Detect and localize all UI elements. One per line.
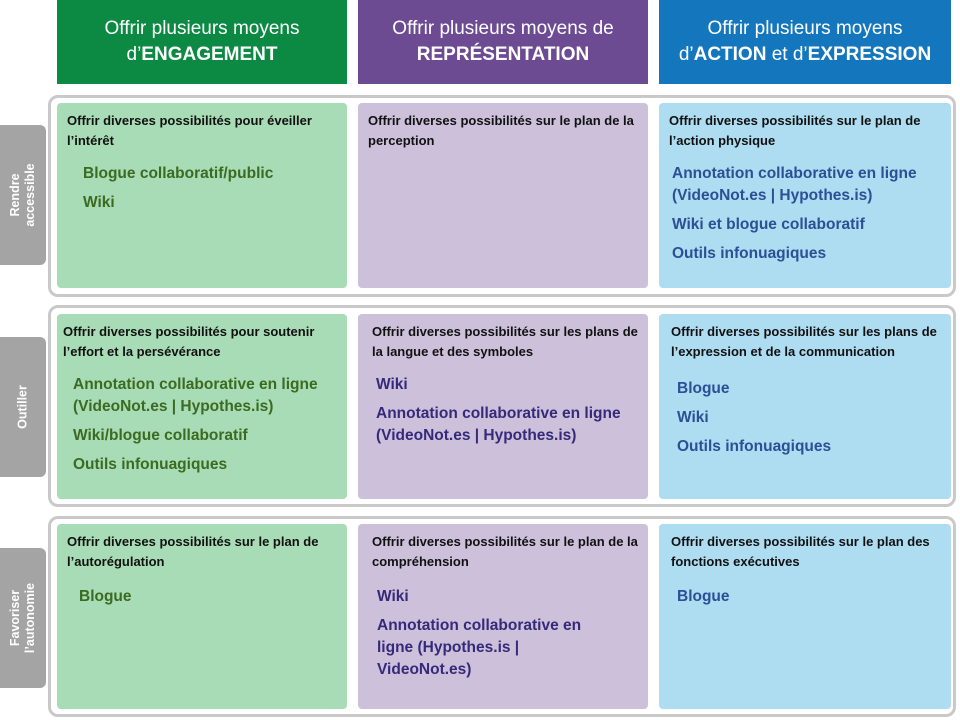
list-item: Wiki	[83, 194, 115, 211]
list-item: Blogue collaboratif/public	[83, 165, 274, 182]
cell-title: Offrir diverses possibilités pour éveiller l’intérêt	[67, 113, 312, 148]
cell-title: Offrir diverses possibilités sur le plan de l’autorégulation	[67, 534, 319, 569]
header-engagement-line1: Offrir plusieurs moyens	[104, 18, 300, 39]
list-item: Annotation collaborative en ligne (Hypothes.is | VideoNot.es)	[377, 617, 582, 678]
cell-action-acces	[659, 103, 951, 288]
list-item: Wiki	[376, 376, 408, 393]
cell-engagement-autonomie	[57, 524, 347, 709]
list-item: Wiki	[377, 588, 409, 605]
cell-title: Offrir diverses possibilités sur les plans de l’expression et de la communication	[671, 324, 937, 359]
list-item: Blogue	[79, 588, 132, 605]
side-label-outiller	[0, 337, 46, 477]
header-action-bold: ACTION	[693, 44, 767, 65]
header-action-mid: et d’	[766, 44, 808, 65]
cell-representation-acces	[358, 103, 648, 288]
header-engagement-prefix: d’	[126, 44, 142, 65]
list-item: Wiki	[677, 409, 709, 426]
cell-representation-autonomie	[358, 524, 648, 709]
list-item: Blogue	[677, 380, 730, 397]
list-item: Annotation collaborative en ligne (VideoNot.es | Hypothes.is)	[376, 405, 621, 444]
list-item: Outils infonuagiques	[672, 245, 827, 262]
cell-title: Offrir diverses possibilités sur le plan des fonctions exécutives	[671, 534, 930, 569]
header-representation	[358, 0, 648, 84]
side-label-line1: Rendre	[8, 173, 22, 217]
cell-title: Offrir diverses possibilités pour soutenir l’effort et la persévérance	[63, 324, 315, 359]
side-label-line2: accessible	[23, 163, 37, 227]
list-item: Outils infonuagiques	[73, 456, 228, 473]
header-engagement-bold: ENGAGEMENT	[141, 44, 278, 65]
header-engagement	[57, 0, 347, 84]
cell-engagement-outiller	[57, 314, 347, 499]
cell-title: Offrir diverses possibilités sur le plan de l’action physique	[669, 113, 921, 148]
cell-title: Offrir diverses possibilités sur le plan de la perception	[368, 113, 634, 148]
cell-title: Offrir diverses possibilités sur le plan de la compréhension	[372, 534, 638, 569]
list-item: Wiki et blogue collaboratif	[672, 216, 865, 233]
side-label-rendre-accessible	[0, 125, 46, 265]
list-item: Blogue	[677, 588, 730, 605]
list-item: Annotation collaborative en ligne (VideoNot.es | Hypothes.is)	[672, 165, 917, 204]
cell-action-outiller	[659, 314, 951, 499]
header-representation-line1: Offrir plusieurs moyens de	[392, 18, 614, 39]
cell-title: Offrir diverses possibilités sur les plans de la langue et des symboles	[372, 324, 638, 359]
cell-engagement-acces	[57, 103, 347, 288]
header-action-prefix: d’	[678, 44, 694, 65]
list-item: Wiki/blogue collaboratif	[73, 427, 248, 444]
list-item: Annotation collaborative en ligne (VideoNot.es | Hypothes.is)	[73, 376, 318, 415]
cell-action-autonomie	[659, 524, 951, 709]
header-representation-bold: REPRÉSENTATION	[416, 44, 590, 65]
header-action-expression	[659, 0, 951, 84]
cell-representation-outiller	[358, 314, 648, 499]
list-item: Outils infonuagiques	[677, 438, 832, 455]
header-expression-bold: EXPRESSION	[807, 44, 932, 65]
header-action-line1: Offrir plusieurs moyens	[707, 18, 903, 39]
side-label-line1: Favoriser	[8, 589, 22, 647]
side-label-line2: l’autonomie	[23, 582, 37, 654]
side-label-favoriser-autonomie	[0, 548, 46, 688]
side-label-line1: Outiller	[15, 385, 30, 429]
